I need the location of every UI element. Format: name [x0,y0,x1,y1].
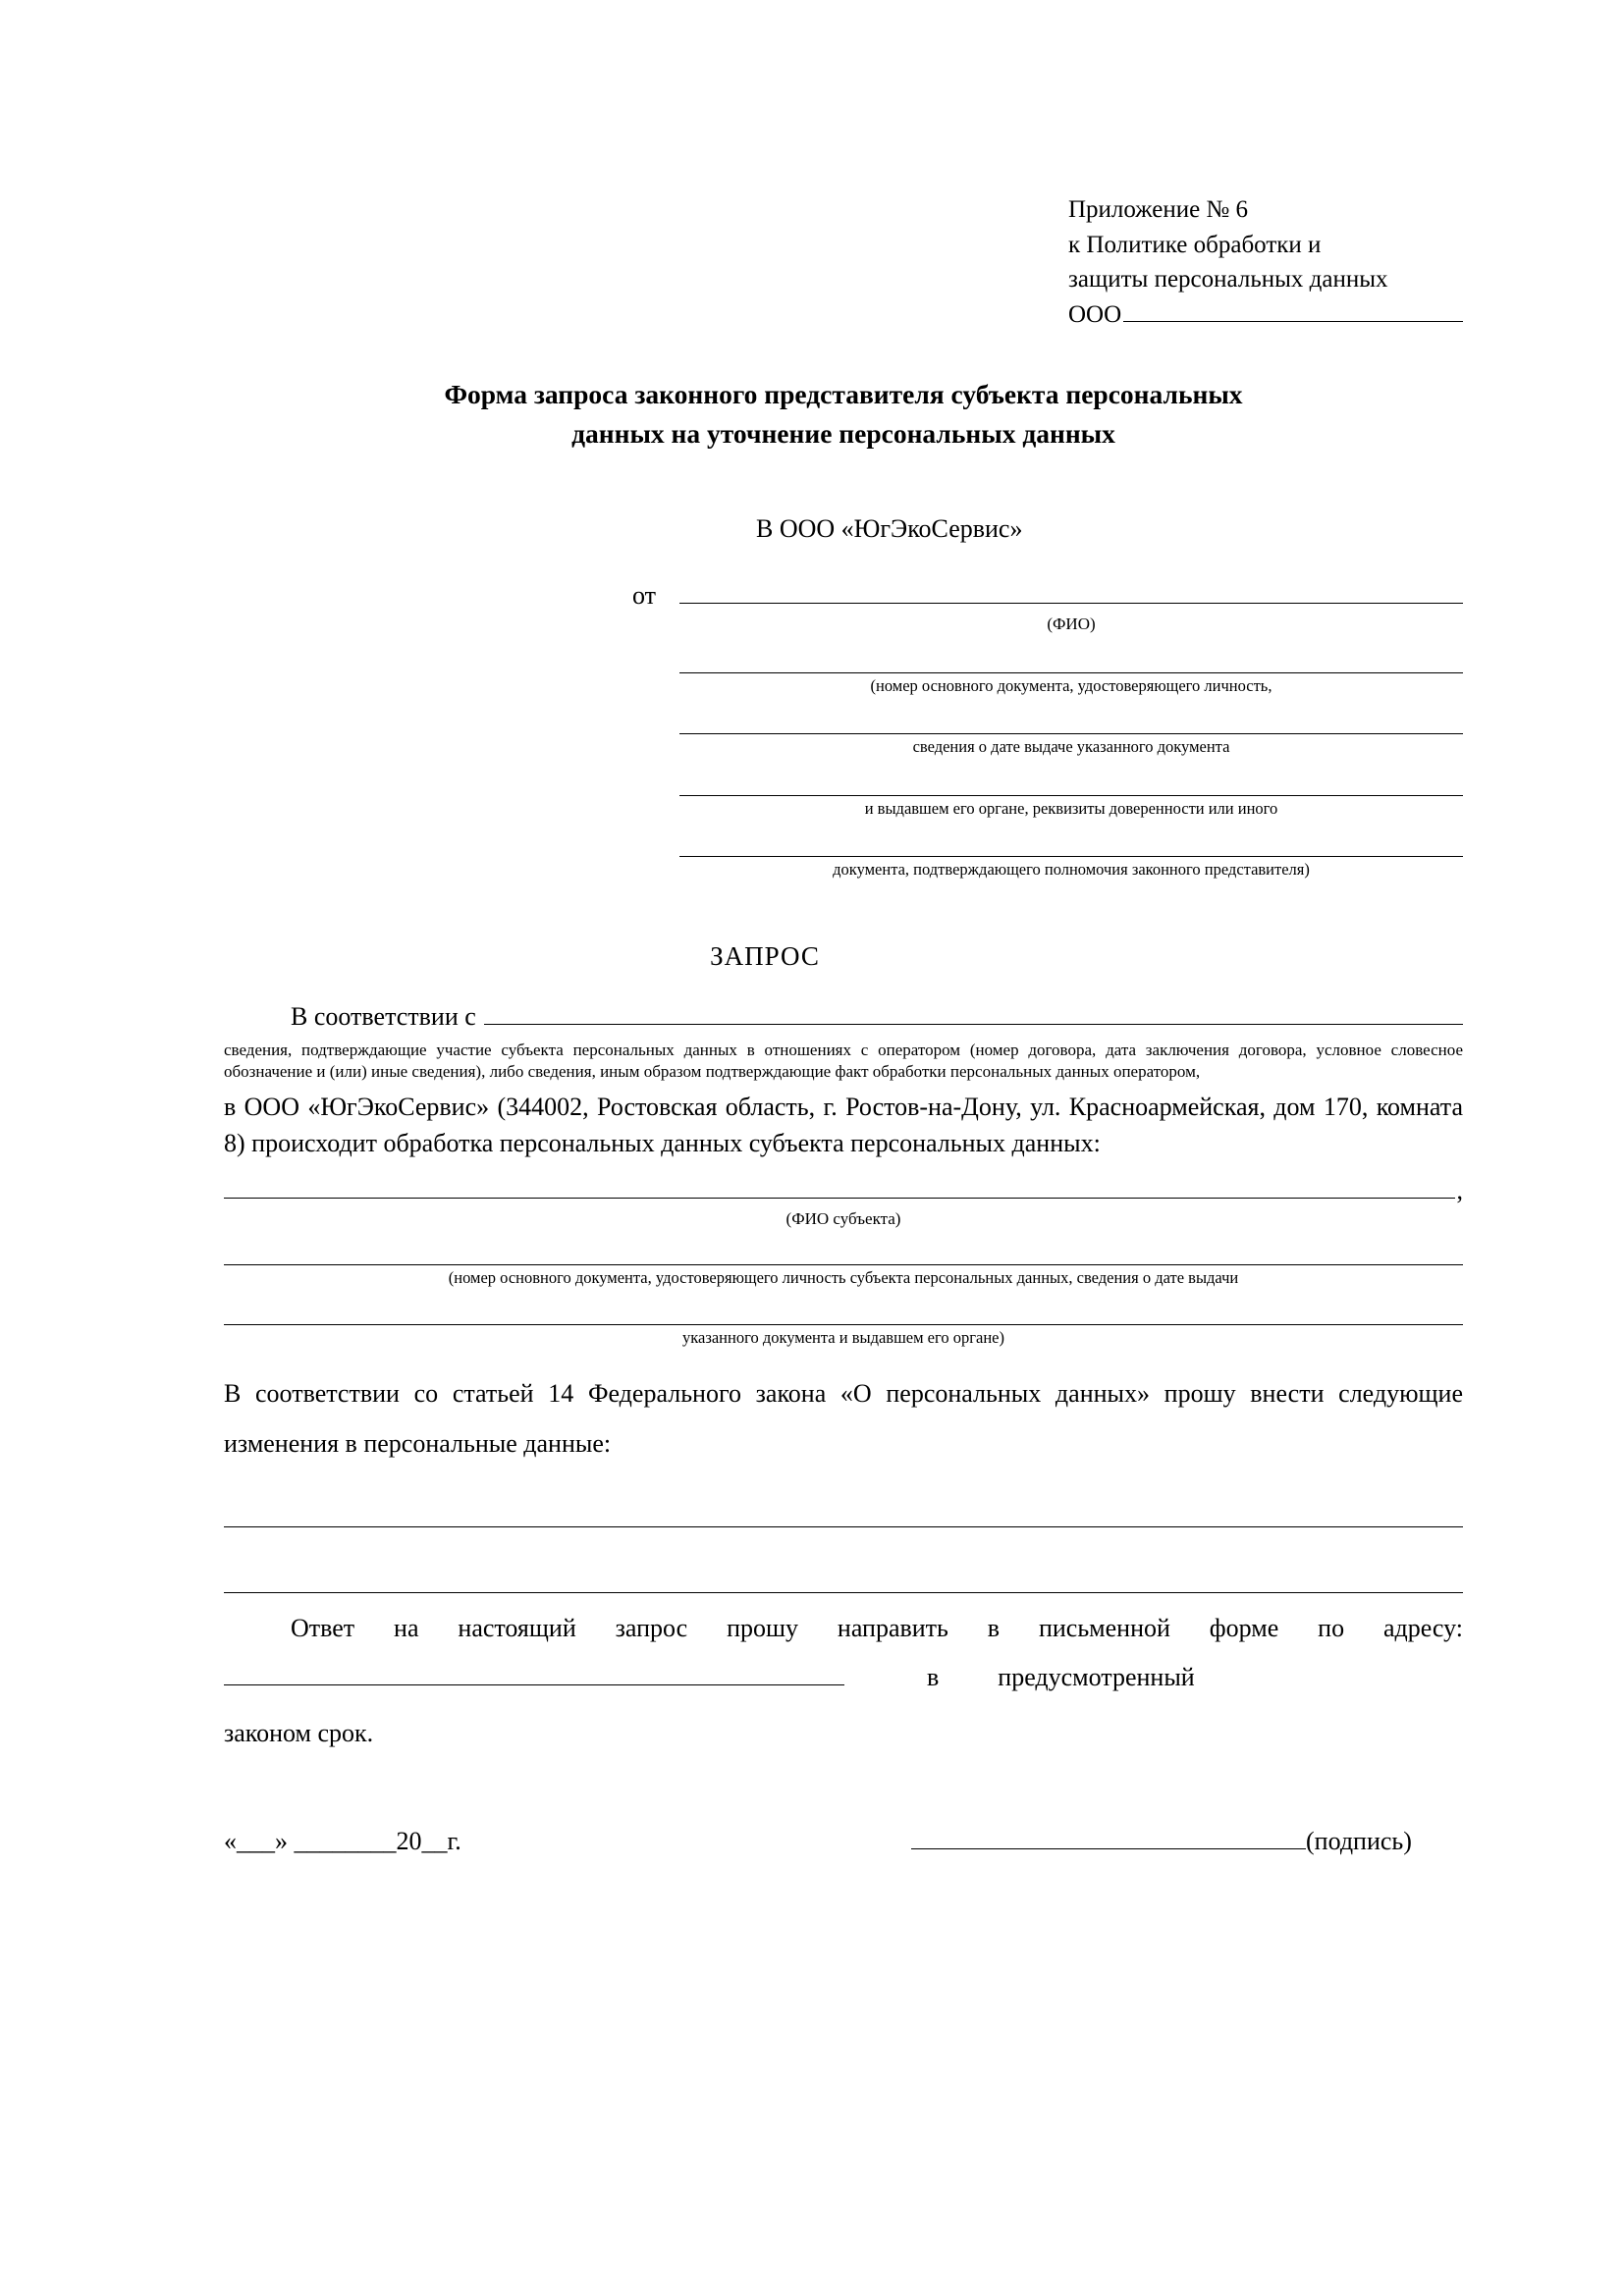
appendix-policy-line-2: защиты персональных данных [1068,266,1388,293]
doc-number-caption: (номер основного документа, удостоверяющего личность, [870,675,1272,695]
doc-number-blank[interactable] [679,651,1463,673]
answer-address-blank[interactable] [224,1661,844,1685]
changes-blank-1[interactable] [224,1503,1463,1527]
signature-block [911,1827,1412,1856]
request-heading: ЗАПРОС [710,941,820,972]
doc-date-blank[interactable] [679,712,1463,734]
subject-fio-caption: (ФИО субъекта) [785,1208,901,1228]
appendix-policy-line-1: к Политике обработки и [1068,231,1322,258]
subject-fio-comma: , [1456,1175,1463,1204]
operator-paragraph: в ООО «ЮгЭкоСервис» (344002, Ростовская область, г. Ростов-на-Дону, ул. Красноармейская, дом 170, комната 8) происходит обработка персональных данных субъекта персональных данных: [224,1092,1463,1157]
from-row [632,581,1463,611]
subject-doc-blank[interactable] [224,1241,1463,1265]
appendix-number: Приложение № 6 [1068,196,1249,223]
request-intro-row [224,997,1463,1036]
doc-authority-caption: и выдавшем его органе, реквизиты доверенности или иного [864,798,1278,818]
appendix-company-blank[interactable] [1123,299,1463,322]
doc-date-caption: сведения о дате выдаче указанного документа [912,737,1230,757]
request-intro-blank[interactable] [484,1004,1463,1025]
from-fio-blank[interactable] [679,583,1463,604]
signature-row [224,1827,1463,1856]
answer-address-row [224,1661,1463,1692]
answer-intro [224,1611,1463,1647]
answer-word-provided: предусмотренный [998,1662,1195,1691]
page-title-line-1: Форма запроса законного представителя субъекта персональных [444,379,1243,409]
appendix-header [1068,192,1463,332]
signature-caption: (подпись) [1306,1826,1412,1855]
doc-power-caption: документа, подтверждающего полномочия законного представителя) [833,860,1310,880]
from-label: от [632,581,657,611]
answer-intro-text: Ответ на настоящий запрос прошу направить в письменной форме по адресу: [291,1613,1463,1642]
changes-blank-2[interactable] [224,1569,1463,1593]
doc-power-blank[interactable] [679,834,1463,857]
subject-authority-caption: указанного документа и выдавшем его органе) [682,1327,1004,1347]
appendix-company-row [1068,297,1463,333]
page-title [224,375,1463,454]
answer-word-v: в [927,1662,940,1691]
date-line[interactable]: «___» ________20__г. [224,1826,461,1855]
addressee-company: В ООО «ЮгЭкоСервис» [756,514,1023,544]
addressee-block [632,514,1463,881]
subject-doc-caption: (номер основного документа, удостоверяющего личность субъекта персональных данных, сведения о дате выдачи [448,1267,1239,1287]
doc-authority-blank[interactable] [679,774,1463,796]
subject-fio-blank[interactable] [224,1174,1455,1199]
from-fio-caption: (ФИО) [1047,614,1096,634]
appendix-company-label: ООО [1068,300,1122,328]
subject-fio-row [224,1174,1463,1205]
answer-tail: законом срок. [224,1718,374,1747]
signature-blank[interactable] [911,1829,1306,1849]
subject-authority-blank[interactable] [224,1301,1463,1325]
request-intro-label: В соответствии с [291,1002,476,1032]
document-content [224,192,1463,1856]
request-fineprint: сведения, подтверждающие участие субъекта персональных данных в отношениях с оператором (номер договора, дата заключения договора, условное словесное обозначение и (или) иные сведения), либо сведения, иным образом подтверждающие факт обработки персональных данных оператором, [224,1041,1463,1082]
page-title-line-2: данных на уточнение персональных данных [571,418,1115,450]
law-paragraph: В соответствии со статьей 14 Федерального закона «О персональных данных» прошу внести следующие изменения в персональные данные: [224,1379,1463,1458]
